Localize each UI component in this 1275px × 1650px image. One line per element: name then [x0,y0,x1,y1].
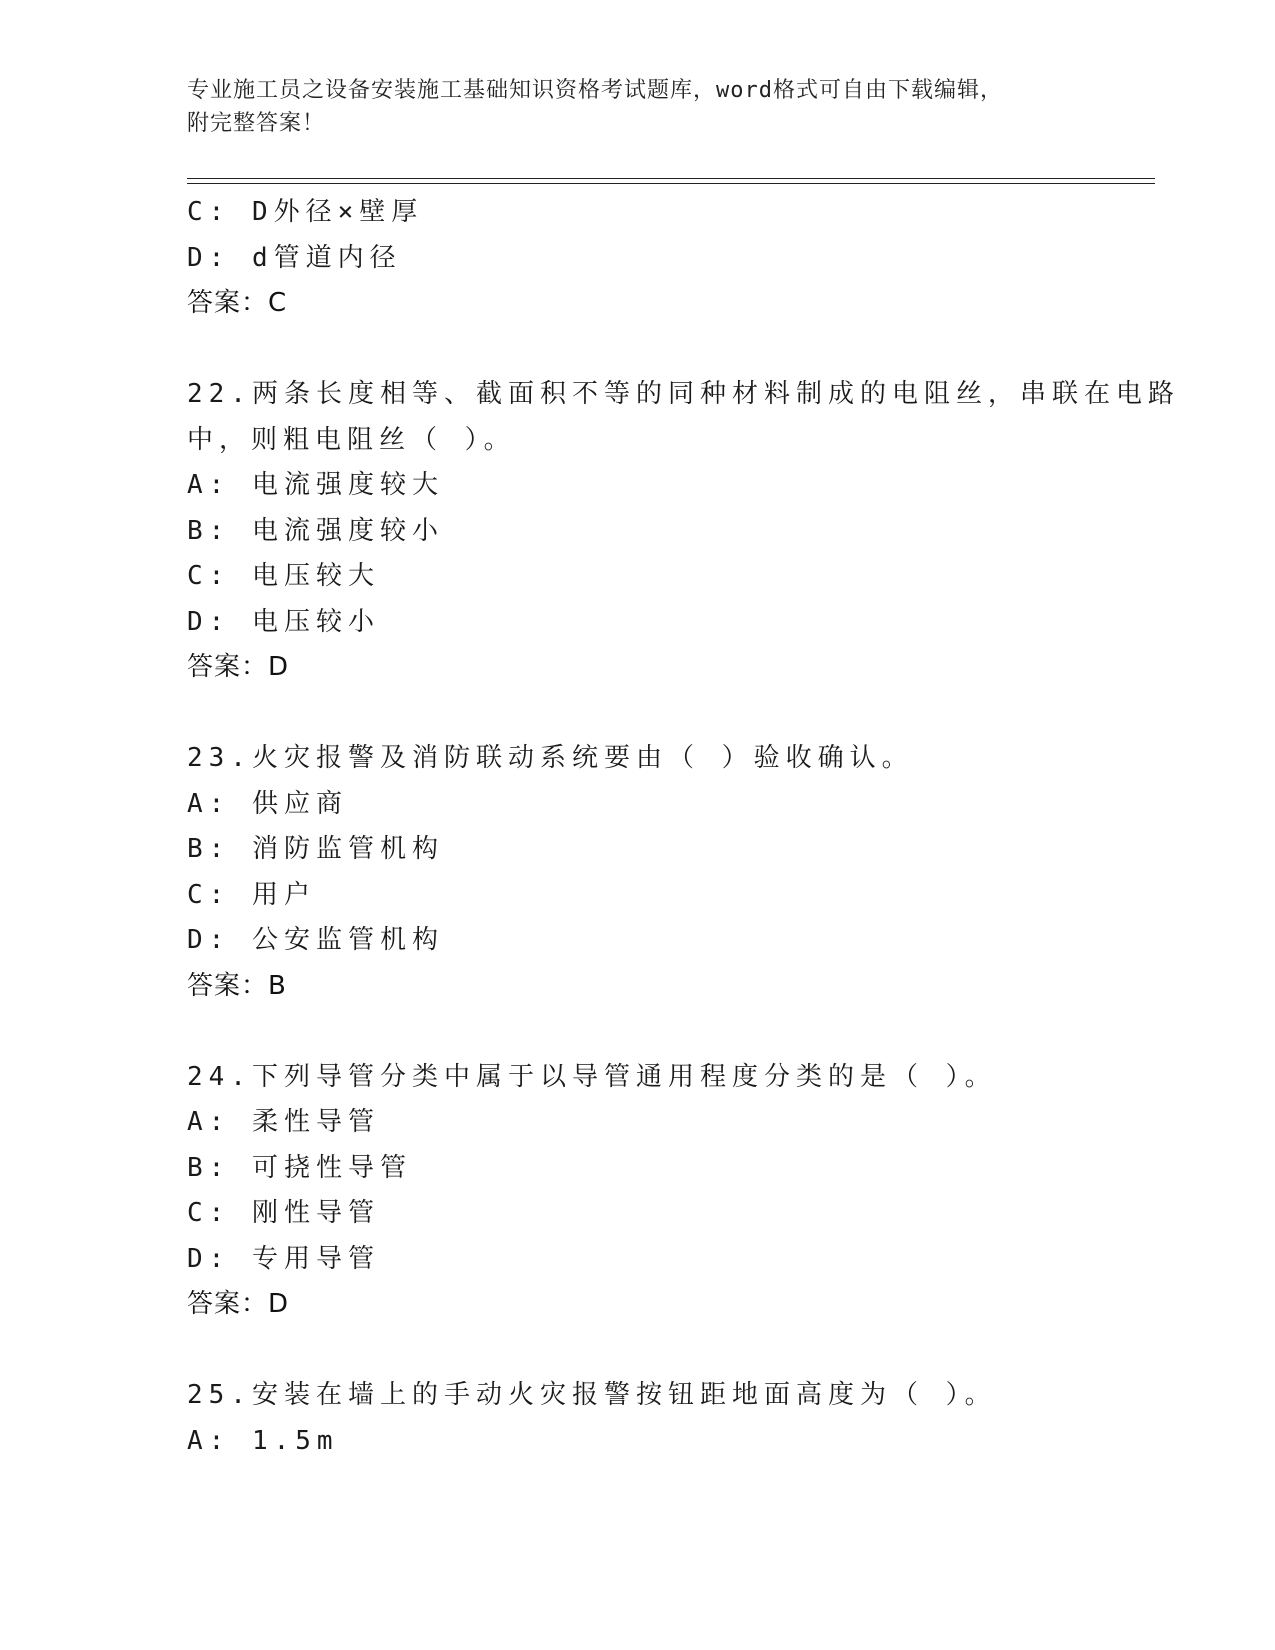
option-a: A: 电流强度较大 [187,470,444,500]
header-divider-second [187,183,1155,184]
option-d: D: 电压较小 [187,606,380,637]
header-text-line-1: 专业施工员之设备安装施工基础知识资格考试题库，word格式可自由下载编辑， [187,78,1003,103]
question-25 [187,1373,1155,1464]
question-24 [187,1055,1155,1328]
option-a: A: 供应商 [187,788,348,819]
question-stem: 22.两条长度相等、截面积不等的同种材料制成的电阻丝，串联在电路 [187,379,1180,409]
question-22 [187,372,1180,691]
question-23 [187,736,1155,1009]
option-b: B: 可挠性导管 [187,1152,412,1183]
spacer [187,1009,1155,1055]
option-b: B: 电流强度较小 [187,515,444,546]
option-c: C: D外径×壁厚 [187,197,424,227]
option-d: D: d管道内径 [187,242,402,273]
answer-line: 答案：D [187,652,290,682]
spacer [187,327,1155,373]
answer-line: 答案：B [187,970,287,1001]
spacer [187,1328,1155,1374]
question-stem: 24.下列导管分类中属于以导管通用程度分类的是（ ）。 [187,1061,997,1092]
option-c: C: 刚性导管 [187,1198,380,1228]
option-c: C: 用户 [187,879,316,910]
question-stem: 25.安装在墙上的手动火灾报警按钮距地面高度为（ ）。 [187,1380,997,1410]
header-divider [187,178,1155,179]
option-d: D: 公安监管机构 [187,925,444,955]
option-a: A: 柔性导管 [187,1107,380,1137]
header-text-line-2: 附完整答案！ [187,111,326,136]
document-page [187,0,1180,1650]
option-c: C: 电压较大 [187,561,380,591]
option-b: B: 消防监管机构 [187,834,444,864]
option-d: D: 专用导管 [187,1243,380,1274]
spacer [187,691,1155,737]
question-content [187,190,1180,1464]
question-stem-continued: 中，则粗电阻丝（ ）。 [187,424,516,455]
answer-line: 答案：C [187,288,288,318]
answer-line: 答案：D [187,1289,290,1319]
document-header [187,74,1047,140]
question-stem: 23.火灾报警及消防联动系统要由（ ）验收确认。 [187,743,914,773]
option-a: A: 1.5m [187,1425,339,1456]
